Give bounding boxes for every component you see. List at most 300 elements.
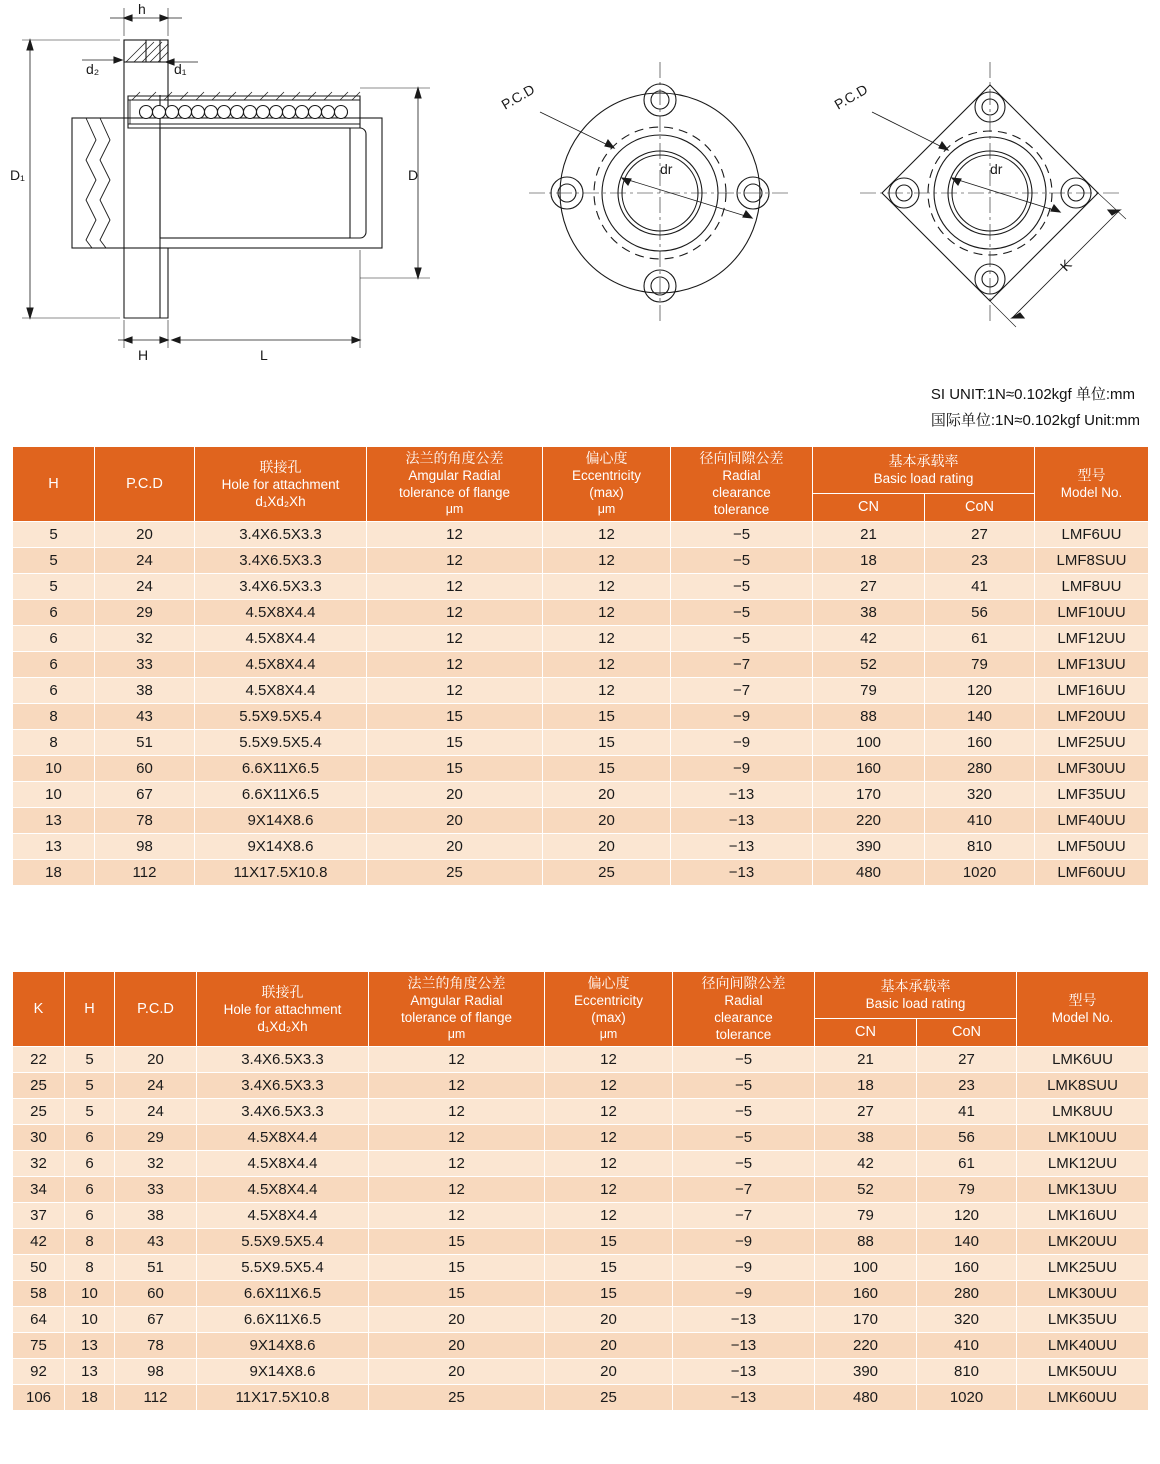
th-hole-en: Hole for attachment: [221, 476, 340, 492]
table-row: [13, 522, 1149, 548]
table-cell: 112: [115, 1385, 197, 1411]
th-ecc-unit: μm: [597, 502, 616, 516]
table-cell: LMK8SUU: [1017, 1073, 1149, 1099]
table-cell: 20: [369, 1333, 545, 1359]
table-cell: 12: [369, 1151, 545, 1177]
table-cell: 27: [925, 522, 1035, 548]
table-cell: −5: [673, 1047, 815, 1073]
th2-model-cn: 型号: [1068, 992, 1097, 1008]
table-cell: −7: [673, 1177, 815, 1203]
table-cell: 140: [925, 704, 1035, 730]
label-dr-round: dr: [660, 161, 673, 177]
table-cell: 79: [813, 678, 925, 704]
table-cell: −5: [671, 600, 813, 626]
table-cell: 12: [367, 548, 543, 574]
table-cell: 34: [13, 1177, 65, 1203]
th2-con: CoN: [917, 1019, 1017, 1047]
table-cell: 22: [13, 1047, 65, 1073]
label-L: L: [260, 347, 268, 363]
table-cell: −5: [671, 548, 813, 574]
table-cell: 9X14X8.6: [195, 834, 367, 860]
th2-radial: [673, 972, 815, 1047]
table-cell: 15: [367, 704, 543, 730]
table-cell: 25: [13, 1099, 65, 1125]
table-cell: −9: [673, 1281, 815, 1307]
table-cell: 15: [369, 1255, 545, 1281]
table-cell: 480: [815, 1385, 917, 1411]
th2-pcd: P.C.D: [115, 972, 197, 1047]
lmf-specification-table: [12, 446, 1149, 886]
table-row: [13, 730, 1149, 756]
th-angular-unit: μm: [445, 502, 464, 516]
table-cell: 51: [115, 1255, 197, 1281]
table-cell: 15: [543, 756, 671, 782]
table-cell: 120: [925, 678, 1035, 704]
table-cell: 12: [545, 1177, 673, 1203]
table-cell: 20: [367, 834, 543, 860]
th2-hole: [197, 972, 369, 1047]
table-cell: LMK40UU: [1017, 1333, 1149, 1359]
table-cell: 160: [917, 1255, 1017, 1281]
table-cell: LMK10UU: [1017, 1125, 1149, 1151]
label-pcd-round: P.C.D: [498, 80, 538, 113]
table-cell: −5: [671, 574, 813, 600]
table-cell: LMF60UU: [1035, 860, 1149, 886]
th-model-cn: 型号: [1077, 467, 1106, 483]
th-angular-en2: tolerance of flange: [398, 485, 511, 500]
table-cell: −9: [673, 1255, 815, 1281]
table-cell: 5: [65, 1073, 115, 1099]
table-cell: 410: [917, 1333, 1017, 1359]
table-cell: 12: [543, 522, 671, 548]
th-ecc-cn: 偏心度: [585, 450, 628, 466]
table-cell: 61: [925, 626, 1035, 652]
th-radial-en2: clearance: [712, 485, 771, 500]
table-row: [13, 1281, 1149, 1307]
table-cell: 92: [13, 1359, 65, 1385]
table-cell: 12: [543, 678, 671, 704]
table-cell: 18: [65, 1385, 115, 1411]
table-cell: −9: [671, 704, 813, 730]
table-row: [13, 1151, 1149, 1177]
table-cell: 12: [369, 1099, 545, 1125]
table-cell: 6: [65, 1151, 115, 1177]
table-cell: 52: [813, 652, 925, 678]
label-K: K: [1056, 256, 1075, 275]
table1-header-row-1: [13, 447, 1149, 494]
th2-hole-spec: d₁Xd₂Xh: [257, 1018, 308, 1034]
table-cell: LMK20UU: [1017, 1229, 1149, 1255]
table-cell: 3.4X6.5X3.3: [197, 1047, 369, 1073]
table-row: [13, 1359, 1149, 1385]
table-cell: 88: [813, 704, 925, 730]
table-cell: 12: [545, 1151, 673, 1177]
table-cell: 15: [367, 730, 543, 756]
table-cell: 98: [95, 834, 195, 860]
table-cell: −5: [673, 1125, 815, 1151]
th2-ecc-max: (max): [591, 1010, 626, 1025]
table-cell: 29: [115, 1125, 197, 1151]
table-cell: −13: [671, 834, 813, 860]
table-cell: 20: [545, 1359, 673, 1385]
table-cell: 24: [95, 548, 195, 574]
table-cell: 320: [925, 782, 1035, 808]
table-cell: 78: [115, 1333, 197, 1359]
table-cell: LMF25UU: [1035, 730, 1149, 756]
table-cell: 15: [543, 730, 671, 756]
table-cell: 42: [13, 1229, 65, 1255]
table-cell: 13: [65, 1359, 115, 1385]
table-cell: 4.5X8X4.4: [195, 600, 367, 626]
th-con: CoN: [925, 494, 1035, 522]
table-cell: 12: [369, 1073, 545, 1099]
table-cell: 23: [925, 548, 1035, 574]
table-cell: LMK60UU: [1017, 1385, 1149, 1411]
table-cell: 20: [367, 782, 543, 808]
table-cell: 30: [13, 1125, 65, 1151]
table-cell: 20: [543, 834, 671, 860]
table-cell: 5: [13, 574, 95, 600]
table-cell: −9: [671, 730, 813, 756]
table-cell: 15: [545, 1281, 673, 1307]
table-cell: 100: [813, 730, 925, 756]
table-cell: 12: [545, 1125, 673, 1151]
table-cell: 12: [369, 1125, 545, 1151]
th-model-en: Model No.: [1060, 485, 1123, 500]
lmk-specification-table: [12, 971, 1149, 1411]
table-cell: LMF12UU: [1035, 626, 1149, 652]
table-cell: 6.6X11X6.5: [197, 1307, 369, 1333]
th-radial-en1: Radial: [722, 468, 761, 483]
th2-hole-cn: 联接孔: [261, 983, 304, 1000]
th2-model-en: Model No.: [1051, 1010, 1114, 1025]
th2-angular-en2: tolerance of flange: [400, 1010, 513, 1025]
th2-eccentricity: [545, 972, 673, 1047]
th2-h: H: [65, 972, 115, 1047]
table-cell: 390: [813, 834, 925, 860]
table-cell: 12: [543, 548, 671, 574]
table-cell: LMF20UU: [1035, 704, 1149, 730]
table-cell: 12: [545, 1047, 673, 1073]
table-cell: 5: [65, 1047, 115, 1073]
label-H: H: [138, 347, 149, 363]
table-cell: 88: [815, 1229, 917, 1255]
table-cell: 12: [367, 626, 543, 652]
table-cell: 12: [545, 1073, 673, 1099]
table-cell: 75: [13, 1333, 65, 1359]
table-cell: 13: [65, 1333, 115, 1359]
table-cell: 15: [545, 1229, 673, 1255]
table-cell: 52: [815, 1177, 917, 1203]
table-cell: 12: [543, 574, 671, 600]
table2-body: [13, 1047, 1149, 1411]
table-cell: 33: [95, 652, 195, 678]
table-cell: 20: [369, 1307, 545, 1333]
table-cell: 160: [815, 1281, 917, 1307]
table-cell: 32: [95, 626, 195, 652]
table-cell: 42: [815, 1151, 917, 1177]
table-cell: 79: [917, 1177, 1017, 1203]
table-cell: 10: [13, 782, 95, 808]
table-row: [13, 860, 1149, 886]
table-cell: 12: [545, 1099, 673, 1125]
table-cell: 60: [115, 1281, 197, 1307]
table-row: [13, 1177, 1149, 1203]
table-cell: LMF50UU: [1035, 834, 1149, 860]
th-ecc-max: (max): [589, 485, 624, 500]
table-cell: 20: [115, 1047, 197, 1073]
table-cell: 3.4X6.5X3.3: [195, 522, 367, 548]
table-cell: LMK16UU: [1017, 1203, 1149, 1229]
table-cell: 18: [13, 860, 95, 886]
table-cell: 11X17.5X10.8: [195, 860, 367, 886]
table-cell: 1020: [917, 1385, 1017, 1411]
table-cell: 4.5X8X4.4: [197, 1125, 369, 1151]
table-cell: 41: [917, 1099, 1017, 1125]
table-cell: 5.5X9.5X5.4: [197, 1255, 369, 1281]
table-cell: 21: [813, 522, 925, 548]
table-row: [13, 574, 1149, 600]
table-cell: 280: [917, 1281, 1017, 1307]
table-cell: 160: [925, 730, 1035, 756]
table-cell: 4.5X8X4.4: [195, 652, 367, 678]
table-cell: 120: [917, 1203, 1017, 1229]
table-row: [13, 652, 1149, 678]
table-cell: 32: [13, 1151, 65, 1177]
table-cell: −13: [673, 1359, 815, 1385]
table-cell: 25: [545, 1385, 673, 1411]
table2-header-row-1: [13, 972, 1149, 1019]
table-cell: LMF16UU: [1035, 678, 1149, 704]
table-cell: 21: [815, 1047, 917, 1073]
table-cell: 5: [13, 522, 95, 548]
table-cell: 170: [813, 782, 925, 808]
table-cell: 6: [65, 1125, 115, 1151]
table-cell: 13: [13, 808, 95, 834]
table-cell: 15: [543, 704, 671, 730]
table-cell: 50: [13, 1255, 65, 1281]
table-cell: 6.6X11X6.5: [195, 756, 367, 782]
label-d2: d₂: [86, 61, 100, 77]
table-cell: 220: [815, 1333, 917, 1359]
th2-k: K: [13, 972, 65, 1047]
table-cell: −7: [671, 678, 813, 704]
th2-load-cn: 基本承载率: [880, 978, 951, 995]
label-pcd-square: P.C.D: [831, 80, 871, 113]
unit-note: [931, 382, 1140, 434]
th-angular-cn: 法兰的角度公差: [405, 450, 504, 466]
th2-load-rating: [815, 972, 1017, 1019]
table-row: [13, 1203, 1149, 1229]
th2-ecc-unit: μm: [599, 1027, 618, 1041]
table-cell: 8: [65, 1255, 115, 1281]
table-cell: 38: [813, 600, 925, 626]
th-eccentricity: [543, 447, 671, 522]
th-angular: [367, 447, 543, 522]
th2-radial-en2: clearance: [714, 1010, 773, 1025]
th2-model: [1017, 972, 1149, 1047]
table-cell: 5.5X9.5X5.4: [195, 704, 367, 730]
table-cell: 12: [543, 626, 671, 652]
table-cell: 61: [917, 1151, 1017, 1177]
th-radial-en3: tolerance: [713, 502, 770, 517]
table-cell: 100: [815, 1255, 917, 1281]
th2-angular-en1: Amgular Radial: [410, 993, 503, 1008]
label-h: h: [138, 1, 146, 17]
table-cell: 390: [815, 1359, 917, 1385]
table-cell: 29: [95, 600, 195, 626]
table-cell: 810: [925, 834, 1035, 860]
table-cell: 6: [65, 1203, 115, 1229]
table-row: [13, 548, 1149, 574]
table-cell: 25: [369, 1385, 545, 1411]
table-row: [13, 1229, 1149, 1255]
table-row: [13, 808, 1149, 834]
table-cell: LMF6UU: [1035, 522, 1149, 548]
table-cell: 106: [13, 1385, 65, 1411]
table-cell: 5: [13, 548, 95, 574]
table-cell: 41: [925, 574, 1035, 600]
table-row: [13, 600, 1149, 626]
table-cell: 38: [115, 1203, 197, 1229]
table-cell: 320: [917, 1307, 1017, 1333]
table-cell: −13: [671, 782, 813, 808]
table-cell: −5: [671, 522, 813, 548]
table-cell: −7: [671, 652, 813, 678]
table-cell: LMK25UU: [1017, 1255, 1149, 1281]
table-cell: LMK13UU: [1017, 1177, 1149, 1203]
th-pcd: P.C.D: [95, 447, 195, 522]
table-cell: LMF40UU: [1035, 808, 1149, 834]
th-load-en: Basic load rating: [873, 471, 974, 487]
table-cell: LMF35UU: [1035, 782, 1149, 808]
th2-hole-en: Hole for attachment: [223, 1001, 342, 1017]
technical-drawings: [0, 0, 1160, 375]
table-cell: 12: [543, 600, 671, 626]
table-cell: 410: [925, 808, 1035, 834]
th2-load-en: Basic load rating: [865, 996, 966, 1012]
table-cell: LMK50UU: [1017, 1359, 1149, 1385]
label-dr-square: dr: [990, 161, 1003, 177]
table-cell: 4.5X8X4.4: [197, 1203, 369, 1229]
table-row: [13, 834, 1149, 860]
table-cell: 12: [367, 600, 543, 626]
table-cell: 20: [367, 808, 543, 834]
table-cell: 27: [917, 1047, 1017, 1073]
table-cell: 12: [543, 652, 671, 678]
table-cell: 32: [115, 1151, 197, 1177]
th-hole-cn: 联接孔: [259, 458, 302, 475]
table-cell: 18: [813, 548, 925, 574]
table-cell: LMF10UU: [1035, 600, 1149, 626]
table-row: [13, 678, 1149, 704]
table-cell: LMF30UU: [1035, 756, 1149, 782]
table-row: [13, 756, 1149, 782]
table-cell: 5: [65, 1099, 115, 1125]
table-cell: −9: [671, 756, 813, 782]
table-cell: 43: [95, 704, 195, 730]
table-cell: 4.5X8X4.4: [197, 1151, 369, 1177]
table-row: [13, 782, 1149, 808]
table-cell: LMK30UU: [1017, 1281, 1149, 1307]
table-cell: 18: [815, 1073, 917, 1099]
table-cell: −13: [671, 808, 813, 834]
table-cell: LMK12UU: [1017, 1151, 1149, 1177]
table-cell: 98: [115, 1359, 197, 1385]
table-cell: 220: [813, 808, 925, 834]
table-cell: 6: [13, 600, 95, 626]
table-cell: 20: [545, 1307, 673, 1333]
table-cell: 79: [925, 652, 1035, 678]
table-row: [13, 1255, 1149, 1281]
table-cell: 160: [813, 756, 925, 782]
table-cell: 64: [13, 1307, 65, 1333]
table-cell: −5: [673, 1073, 815, 1099]
table-cell: 20: [543, 782, 671, 808]
table-cell: LMF8SUU: [1035, 548, 1149, 574]
table-cell: 4.5X8X4.4: [195, 626, 367, 652]
table-cell: 280: [925, 756, 1035, 782]
table-cell: −13: [673, 1333, 815, 1359]
table-cell: −13: [673, 1385, 815, 1411]
th-angular-en1: Amgular Radial: [408, 468, 501, 483]
table-cell: 43: [115, 1229, 197, 1255]
table-cell: 15: [367, 756, 543, 782]
table-cell: 12: [369, 1203, 545, 1229]
table-cell: 15: [545, 1255, 673, 1281]
table-cell: LMF8UU: [1035, 574, 1149, 600]
table-cell: −5: [673, 1151, 815, 1177]
table-cell: 25: [367, 860, 543, 886]
table-cell: 6: [65, 1177, 115, 1203]
table-cell: 24: [95, 574, 195, 600]
th2-radial-cn: 径向间隙公差: [701, 975, 786, 991]
table-cell: 6.6X11X6.5: [195, 782, 367, 808]
table-cell: 6: [13, 678, 95, 704]
table-cell: 38: [95, 678, 195, 704]
label-D: D: [408, 167, 419, 183]
table-cell: 170: [815, 1307, 917, 1333]
table-cell: LMK35UU: [1017, 1307, 1149, 1333]
table-cell: 9X14X8.6: [195, 808, 367, 834]
table-cell: 10: [65, 1307, 115, 1333]
th-hole-spec: d₁Xd₂Xh: [255, 493, 306, 509]
table-cell: LMK8UU: [1017, 1099, 1149, 1125]
table-cell: −9: [673, 1229, 815, 1255]
th-h: H: [13, 447, 95, 522]
table-cell: 67: [95, 782, 195, 808]
table-cell: 3.4X6.5X3.3: [197, 1099, 369, 1125]
table-cell: 56: [917, 1125, 1017, 1151]
table-cell: 27: [815, 1099, 917, 1125]
table-cell: 58: [13, 1281, 65, 1307]
label-D1: D₁: [10, 167, 25, 183]
th2-radial-en3: tolerance: [715, 1027, 772, 1042]
table-cell: 9X14X8.6: [197, 1333, 369, 1359]
table-cell: 6: [13, 652, 95, 678]
table-cell: 60: [95, 756, 195, 782]
table-cell: 10: [13, 756, 95, 782]
table-cell: 12: [367, 574, 543, 600]
table-cell: −13: [671, 860, 813, 886]
th-radial-cn: 径向间隙公差: [699, 450, 784, 466]
table-cell: 8: [65, 1229, 115, 1255]
table-cell: 24: [115, 1073, 197, 1099]
th-ecc-en: Eccentricity: [571, 468, 642, 483]
table-row: [13, 1385, 1149, 1411]
table-row: [13, 626, 1149, 652]
table-cell: 3.4X6.5X3.3: [197, 1073, 369, 1099]
